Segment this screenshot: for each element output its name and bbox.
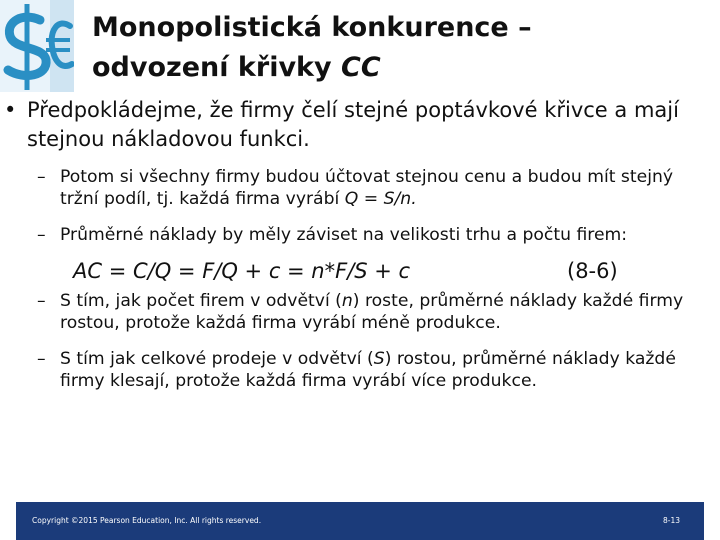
- sub-bullet-2: [0, 224, 712, 246]
- main-bullet-text: Předpokládejme, že firmy čelí stejné poptávkové křivce a mají stejnou nákladovou funkci.: [27, 98, 679, 151]
- bullet-marker: •: [4, 98, 17, 122]
- equation-row: [0, 256, 712, 286]
- sub-bullet-1-text: Potom si všechny firmy budou účtovat stejnou cenu a budou mít stejný tržní podíl, tj. každá firma vyrábí: [60, 167, 674, 209]
- equation-number: (8-6): [567, 259, 618, 283]
- slide-title: [92, 8, 692, 88]
- footer-bar: [16, 502, 704, 540]
- dash-marker: –: [37, 225, 46, 245]
- dash-marker: –: [37, 167, 46, 187]
- sub-bullet-3-text-a: S tím, jak počet firem v odvětví (: [60, 291, 342, 311]
- sub-bullet-1: [0, 166, 712, 210]
- sub-bullet-3: [0, 290, 712, 334]
- sub-bullet-1-italic: Q = S/n.: [344, 189, 417, 209]
- sub-bullet-4-var: S: [373, 349, 385, 369]
- main-bullet: [0, 96, 712, 154]
- dash-marker: –: [37, 349, 46, 369]
- page-number: 8-13: [662, 516, 680, 525]
- sub-bullet-4-text-a: S tím jak celkové prodeje v odvětví (: [60, 349, 374, 369]
- sub-bullet-3-text-b: ) roste, průměrné náklady každé firmy rostou, protože každá firma vyrábí méně produkce.: [60, 291, 684, 333]
- sub-bullet-3-var: n: [341, 291, 353, 311]
- copyright-text: Copyright ©2015 Pearson Education, Inc. All rights reserved.: [32, 516, 262, 525]
- sub-bullet-2-text: Průměrné náklady by měly záviset na velikosti trhu a počtu firem:: [60, 225, 628, 245]
- equation-formula: AC = C/Q = F/Q + c = n*F/S + c: [73, 259, 411, 283]
- slide-content: [0, 96, 712, 392]
- title-line-2-text: odvození křivky: [92, 52, 342, 83]
- title-line-1: Monopolistická konkurence –: [92, 12, 532, 43]
- title-line-2: [92, 48, 692, 88]
- dollar-euro-logo-icon: [0, 0, 74, 92]
- sub-bullet-4-text-b: ) rostou, průměrné náklady každé firmy klesají, protože každá firma vyrábí více produkce.: [60, 349, 676, 391]
- dash-marker: –: [37, 291, 46, 311]
- sub-bullet-4: [0, 348, 712, 392]
- title-line-2-italic: CC: [341, 52, 381, 83]
